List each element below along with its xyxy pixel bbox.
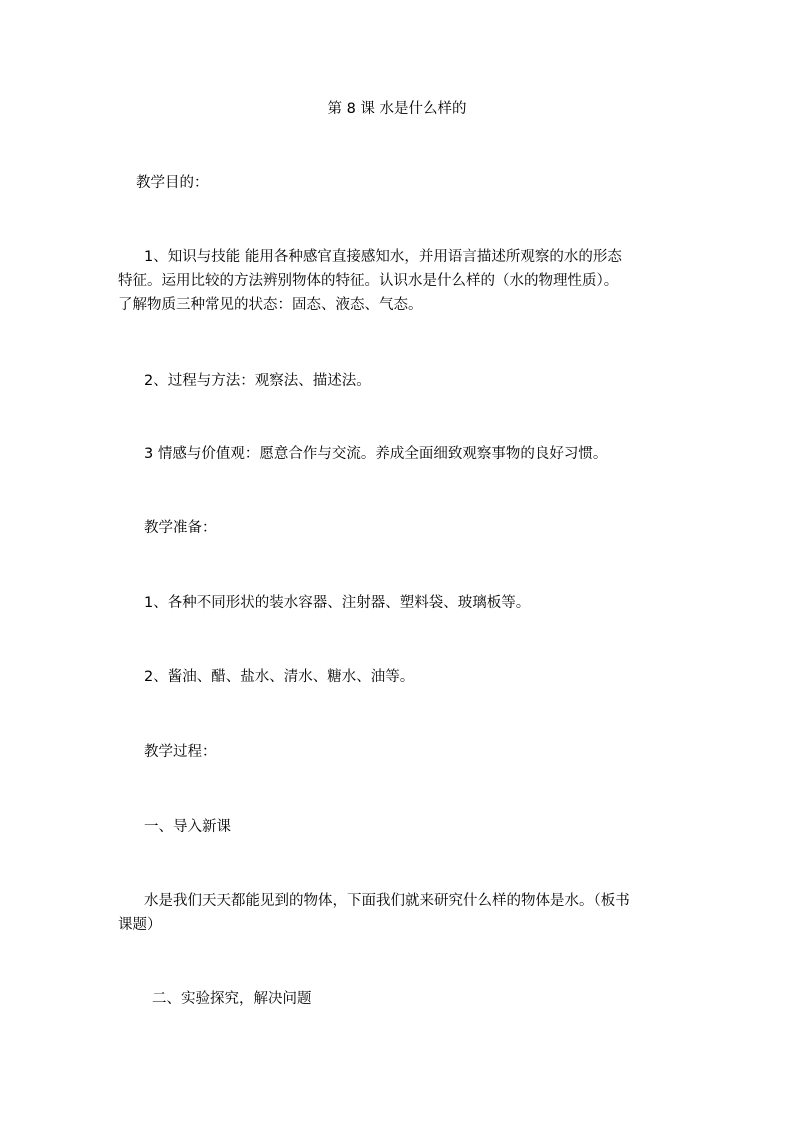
section-1-paragraph bbox=[118, 889, 678, 937]
preparation-heading: 教学准备： bbox=[144, 520, 217, 536]
section-1-heading: 一、导入新课 bbox=[144, 819, 231, 835]
section-1-line-1: 水是我们天天都能见到的物体，下面我们就来研究什么样的物体是水。（板书 bbox=[144, 893, 630, 909]
objective-2: 2、过程与方法：观察法、描述法。 bbox=[144, 373, 371, 389]
preparation-item-1: 1、各种不同形状的装水容器、注射器、塑料袋、玻璃板等。 bbox=[144, 595, 531, 611]
section-2-heading: 二、实验探究，解决问题 bbox=[152, 991, 312, 1007]
lesson-title: 第 8 课 水是什么样的 bbox=[327, 101, 467, 117]
process-heading: 教学过程： bbox=[144, 744, 217, 760]
objectives-heading: 教学目的： bbox=[136, 175, 209, 191]
section-1-line-2: 课题） bbox=[118, 917, 162, 933]
preparation-item-2: 2、酱油、醋、盐水、清水、糖水、油等。 bbox=[144, 669, 415, 685]
objective-3: 3 情感与价值观：愿意合作与交流。养成全面细致观察事物的良好习惯。 bbox=[144, 446, 608, 462]
objective-1-line-3: 了解物质三种常见的状态：固态、液态、气态。 bbox=[118, 297, 423, 313]
objective-1-line-1: 1、知识与技能 能用各种感官直接感知水，并用语言描述所观察的水的形态 bbox=[144, 249, 622, 265]
objective-1-paragraph bbox=[118, 245, 678, 317]
objective-1-line-2: 特征。运用比较的方法辨别物体的特征。认识水是什么样的（水的物理性质）。 bbox=[118, 273, 619, 289]
